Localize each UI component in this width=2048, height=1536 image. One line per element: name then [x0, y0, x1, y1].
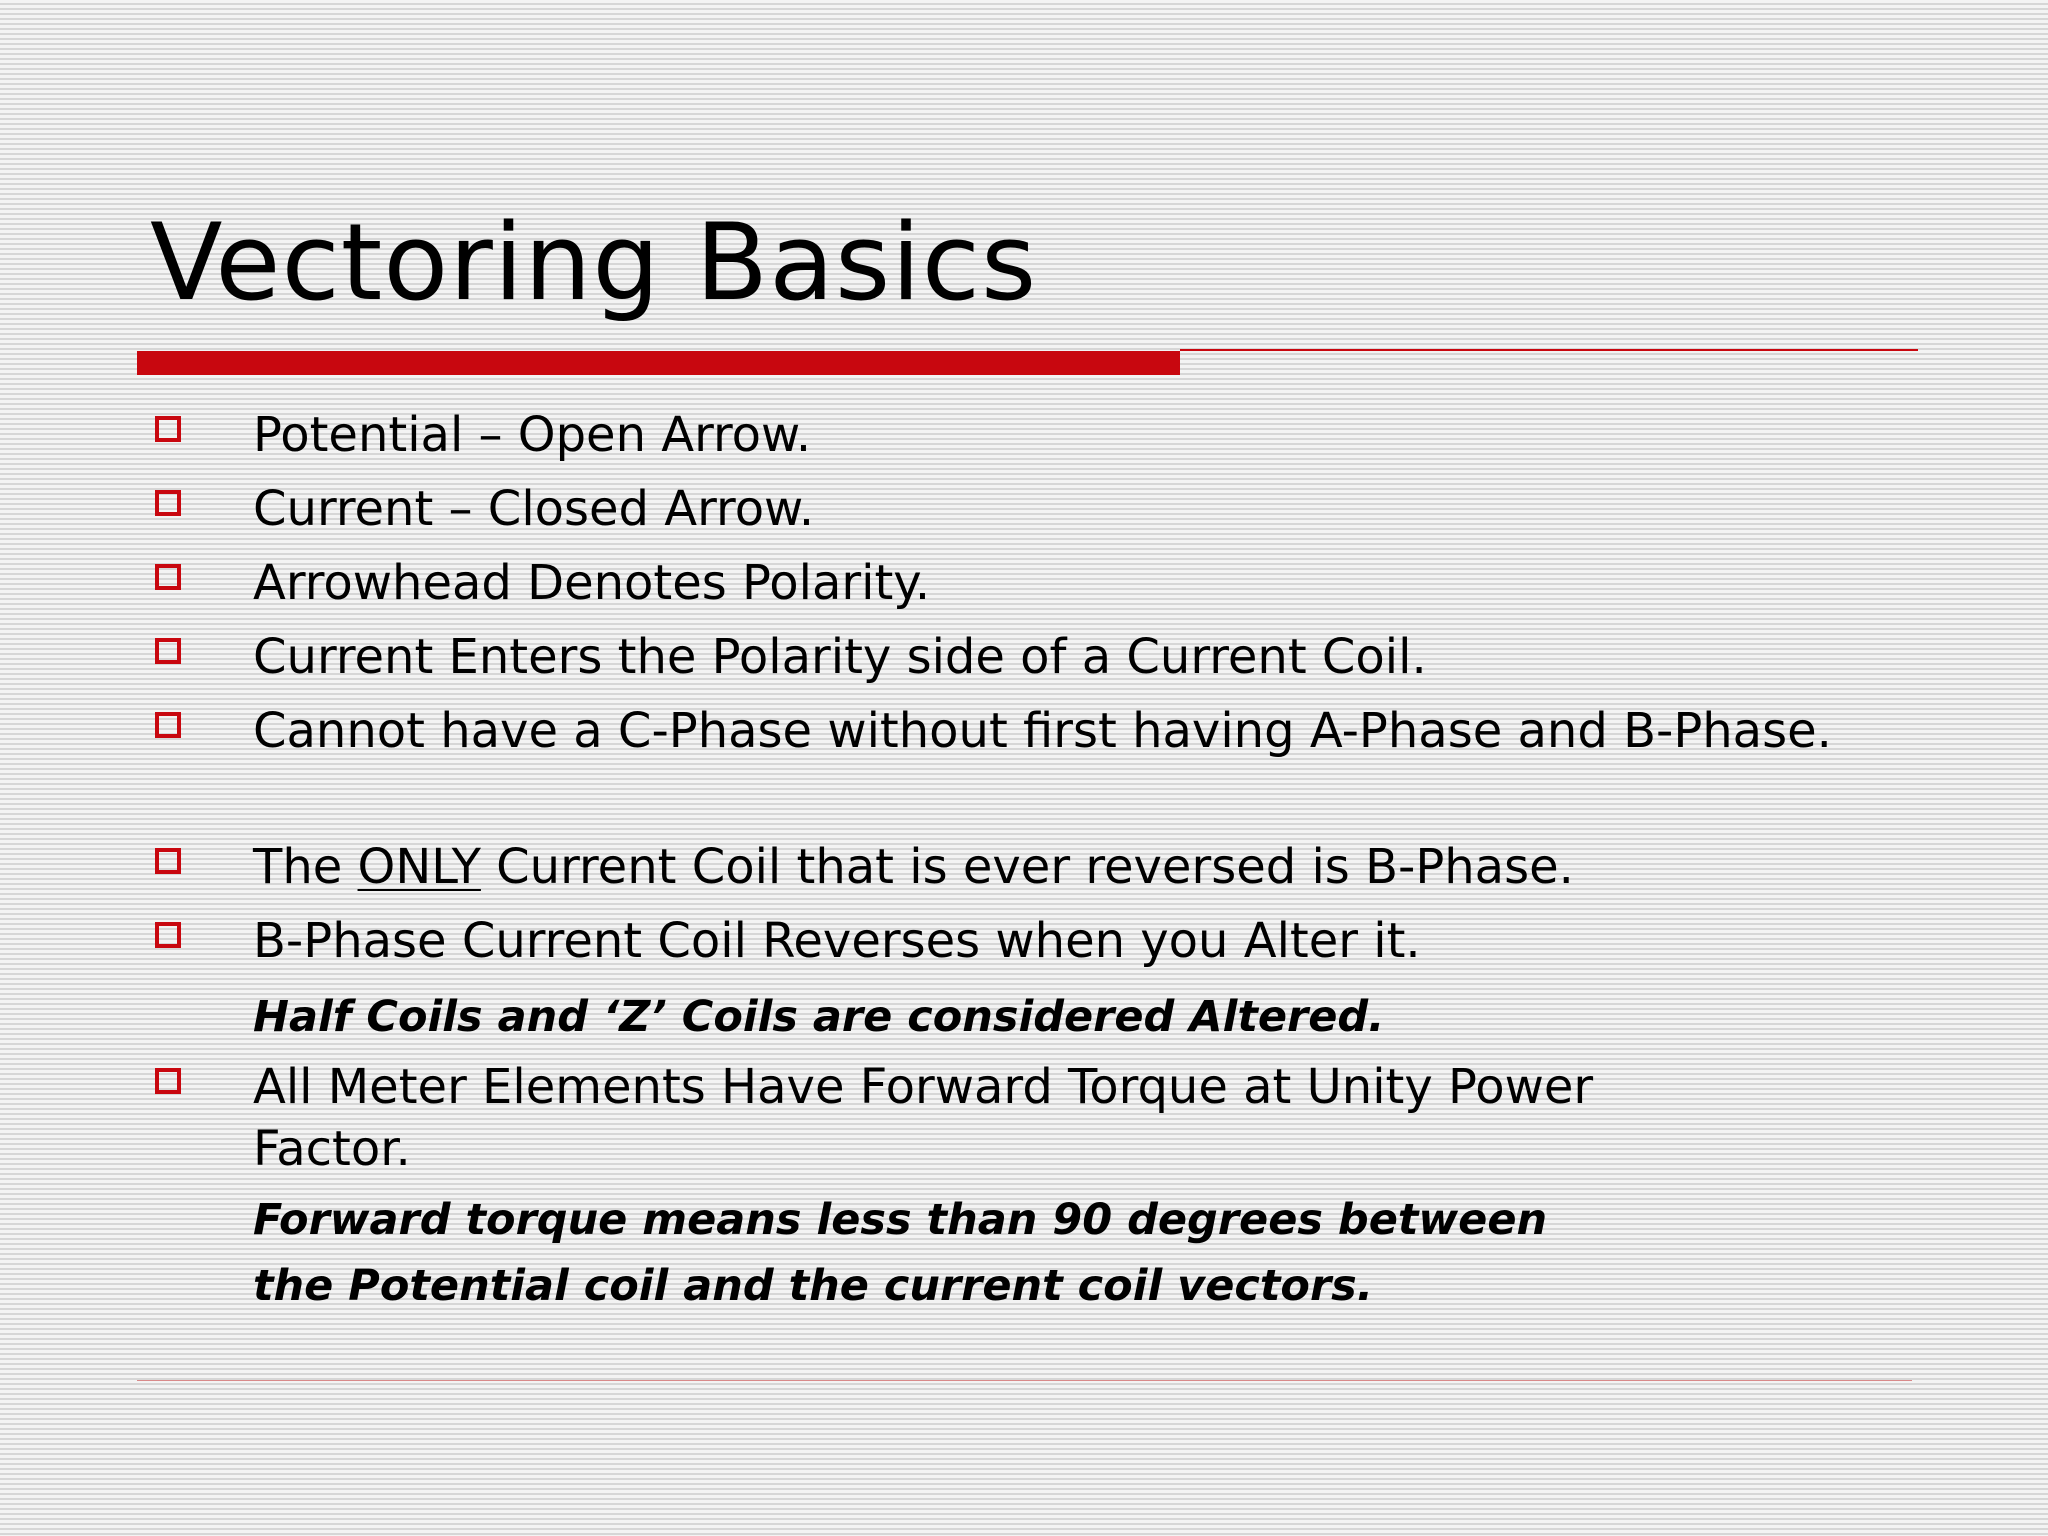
bullet-text [253, 836, 1813, 898]
hollow-square-icon [155, 1068, 181, 1094]
hollow-square-icon [155, 416, 181, 442]
hollow-square-icon [155, 922, 181, 948]
bullet-text: Cannot have a C-Phase without first having A-Phase and B-Phase. [253, 703, 1832, 759]
bullet-text: Current Enters the Polarity side of a Current Coil. [253, 629, 1427, 685]
bullet-text: B-Phase Current Coil Reverses when you Alter it. [253, 913, 1421, 969]
hollow-square-icon [155, 490, 181, 516]
slide-title: Vectoring Basics [150, 201, 1038, 324]
bullet-text-prefix: The [253, 839, 358, 895]
note-forward-torque-line2: the Potential coil and the current coil vectors. [253, 1261, 1374, 1311]
bullet-text: Arrowhead Denotes Polarity. [253, 555, 931, 611]
note-altered-coils: Half Coils and ‘Z’ Coils are considered Altered. [253, 992, 1385, 1042]
bullet-text: Current – Closed Arrow. [253, 481, 815, 537]
hollow-square-icon [155, 712, 181, 738]
hollow-square-icon [155, 638, 181, 664]
hollow-square-icon [155, 848, 181, 874]
emphasis-only: ONLY [357, 839, 481, 895]
hollow-square-icon [155, 564, 181, 590]
bullet-text-suffix: Current Coil that is ever reversed is B-Phase. [480, 839, 1574, 895]
bullet-text: Potential – Open Arrow. [253, 407, 812, 463]
note-forward-torque-line1: Forward torque means less than 90 degrees between [253, 1195, 1548, 1245]
footer-divider [137, 1380, 1912, 1381]
bullet-text: All Meter Elements Have Forward Torque at Unity Power Factor. [253, 1059, 1594, 1177]
